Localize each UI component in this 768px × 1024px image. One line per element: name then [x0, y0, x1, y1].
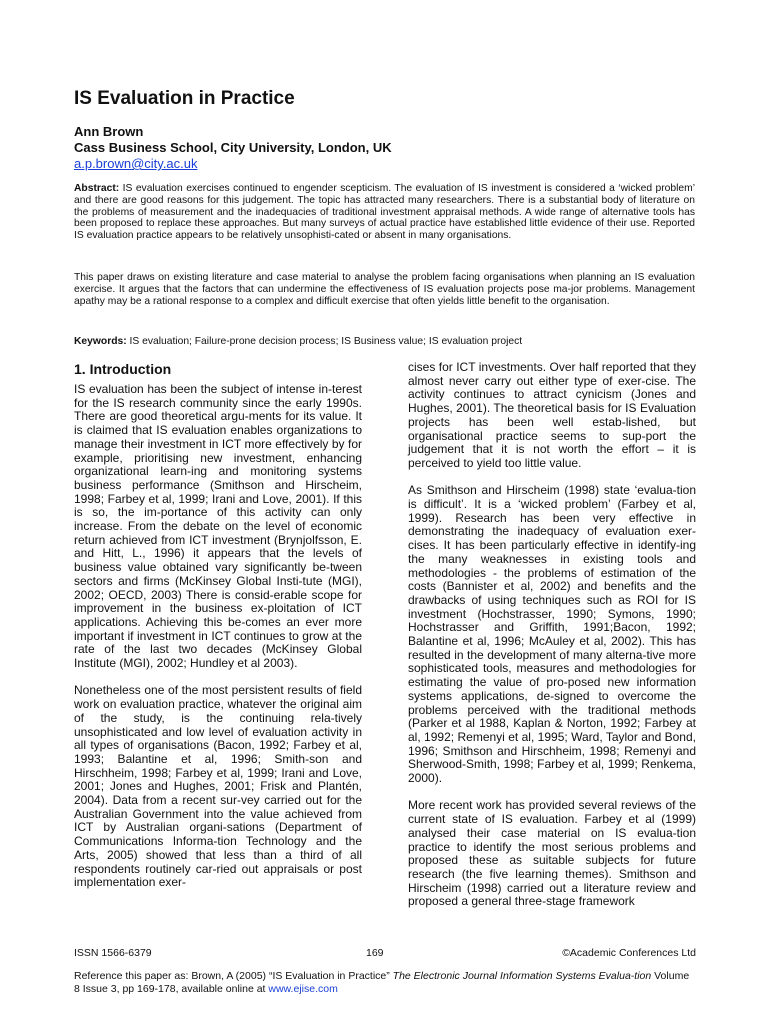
journal-website-link[interactable]: www.ejise.com [268, 983, 338, 995]
body-paragraph: As Smithson and Hirscheim (1998) state ‘evalua-tion is difficult’. It is a ‘wicked problem’ (Farbey et al, 1999). Research has been very effective in demonstrating the inadequacy of evaluation exer-cises. It has been particularly effective in identify-ing the many weaknesses in existing tools and methodologies - the problems of estimation of the costs (Bannister et al, 2002) and benefits and the drawbacks of using techniques such as ROI for IS investment (Hochstrasser, 1990; Symons, 1990; Hochstrasser and Griffith, 1991;Bacon, 1992; Balantine et al, 1996; McAuley et al, 2002). This has resulted in the development of many alterna-tive more sophisticated tools, measures and methodologies for estimating the value of pro-posed new information systems applications, de-signed to overcome the problems perceived with the traditional methods (Parker et al 1988, Kaplan & Norton, 1992; Farbey at al, 1992; Remenyi et al, 1995; Ward, Taylor and Bond, 1996; Smithson and Hirschheim, 1998; Remenyi and Sherwood-Smith, 1998; Farbey et al, 1999; Renkema, 2000). [408, 483, 696, 786]
left-column [74, 383, 362, 904]
section-heading-introduction: 1. Introduction [74, 361, 172, 377]
body-paragraph: cises for ICT investments. Over half reported that they almost never carry out either type of exer-cise. The activity continues to attract cynicism (Jones and Hughes, 2001). The theoretical basis for IS Evaluation projects has been well estab-lished, but organisational practice seems to sup-port the judgement that it is not worth the effort – it is perceived to yield too little value. [408, 360, 696, 470]
reference-note [74, 970, 696, 996]
body-paragraph: IS evaluation has been the subject of intense in-terest for the IS research community since the early 1990s. There are good theoretical argu-ments for its value. It is claimed that IS evaluation enables organizations to manage their investment in ICT more effectively by for example, prioritising new investment, enhancing organizational learn-ing and monitoring systems business performance (Smithson and Hirscheim, 1998; Farbey et al, 1999; Irani and Love, 2001). If this is so, the im-portance of this activity can only increase. From the debate on the level of economic return achieved from ICT investment (Brynjolfsson, E. and Hitt, L., 1996) it appears that the levels of business value obtained vary significantly be-tween sectors and firms (McKinsey Global Insti-tute (MGI), 2002; OECD, 2003) There is consid-erable scope for improvement in the business ex-ploitation of ICT applications. Achieving this be-comes an ever more important if investment in ICT continues to grow at the rate of the last two decades (McKinsey Global Institute (MGI), 2002; Hundley et al 2003). [74, 382, 362, 671]
reference-suffix: Volume 8 Issue 3, pp 169-178, available online at [74, 970, 690, 995]
body-paragraph: Nonetheless one of the most persistent results of field work on evaluation practice, whatever the original aim of the study, is the continuing rela-tively unsophisticated and low level of evaluation activity in all types of organisations (Bacon, 1992; Farbey et al, 1993; Balantine et al, 1996; Smith-son and Hirschheim, 1998; Farbey et al, 1999; Irani and Love, 2001; Jones and Hughes, 2001; Frisk and Plantén, 2004). Data from a recent sur-vey carried out for the Australian Government into the value achieved from ICT by Australian organi-sations (Department of Communications Informa-tion Technology and the Arts, 2005) showed that less than a third of all respondents routinely car-ried out appraisals or post implementation exer- [74, 683, 362, 890]
author-affiliation: Cass Business School, City University, London, UK [74, 140, 392, 155]
paper-title: IS Evaluation in Practice [74, 88, 295, 109]
author-email-link[interactable]: a.p.brown@city.ac.uk [74, 156, 198, 171]
reference-journal: The Electronic Journal Information Systems Evalua-tion [392, 970, 652, 982]
footer-issn: ISSN 1566-6379 [74, 947, 152, 959]
abstract-text: IS evaluation exercises continued to engender scepticism. The evaluation of IS investment is considered a ‘wicked problem’ and there are good reasons for this judgement. The topic has attracted many researchers. There is a substantial body of literature on the problems of measurement and the inadequacies of traditional investment appraisal methods. A wide range of alternative tools has been proposed to replace these approaches. But many surveys of actual practice have established little evidence of their use. Reported IS evaluation practice appears to be relatively unsophisti-cated or absent in many organisations. [74, 183, 695, 241]
author-name: Ann Brown [74, 124, 144, 139]
abstract-paragraph-2: This paper draws on existing literature and case material to analyse the problem facing organisations when planning an IS evaluation exercise. It argues that the factors that can undermine the effectiveness of IS evaluation projects pose ma-jor problems. Management apathy may be a rational response to a complex and difficult exercise that often yields little benefit to the organisation. [74, 272, 695, 307]
right-column [408, 361, 696, 923]
reference-prefix: Reference this paper as: Brown, A (2005) “IS Evaluation in Practice” [74, 970, 393, 982]
footer-copyright: ©Academic Conferences Ltd [562, 947, 696, 959]
body-paragraph: More recent work has provided several reviews of the current state of IS evaluation. Farbey et al (1999) analysed their case material on IS evalua-tion practice to identify the most serious problems and proposed these as suitable subjects for future research (the five learning themes). Smithson and Hirscheim (1998) carried out a literature review and proposed a general three-stage framework [408, 798, 696, 909]
keywords-label: Keywords: [74, 336, 127, 347]
abstract [74, 183, 695, 242]
keywords [74, 336, 522, 347]
keywords-text: IS evaluation; Failure-prone decision process; IS Business value; IS evaluation project [126, 336, 523, 347]
footer-page-number: 169 [366, 947, 384, 959]
abstract-label: Abstract: [74, 183, 120, 194]
